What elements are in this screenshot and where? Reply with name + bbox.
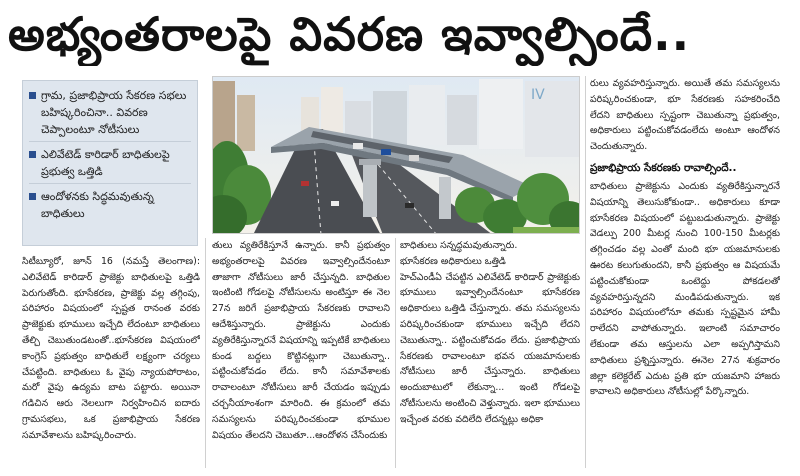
article-paragraph: తులు వ్యతిరేకిస్తూనే ఉన్నారు. కానీ ప్రభుత్వం అభ్యంతరాలపై వివరణ ఇవ్వాల్సిందేనంటూ తాజాగా నోటీసులు జారీ చేస్తున్నది. బాధితుల ఇంటింటి గోడలపై నోటీసులను అంటిస్తూ ఈ నెల 27న జరిగే ప్రజాభిప్రాయ సేకరణకు రావాలని ఆదేశిస్తున్నారు. ప్రాజెక్టును ఎందుకు వ్యతిరేకిస్తున్నారనే విషయాన్ని ఇప్పటికే బాధితులు కుండ బద్దలు కొట్టినట్లుగా చెబుతున్నా.. పట్టించుకోవడం లేదు. కానీ సమావేశాలకు రావాలంటూ నోటీసులు జారీ చేయడం ఇప్పుడు చర్చనీయాంశంగా మారింది. ఈ క్రమంలో తమ సమస్యలను పరిష్కరించకుండా భూముల విషయం తేలదని చెబుతూ...ఆందోళన చేసేందుకు bbox=[212, 240, 390, 441]
article-column-2 bbox=[212, 238, 390, 470]
article-column-4 bbox=[590, 76, 780, 470]
highlight-text: ఎలివేటెడ్ కారిడార్ బాధితులపై ప్రభుత్వ ఒత్తిడి bbox=[41, 148, 170, 178]
article-column-3 bbox=[400, 238, 580, 470]
highlight-text: గ్రామ, ప్రజాభిప్రాయ సేకరణ సభలు బహిష్కరించినా.. వివరణ చెప్పాలంటూ నోటీసులు bbox=[41, 89, 187, 136]
article-paragraph: బాధితులు సన్నద్ధమవుతున్నారు. భూసేకరణ అధికారులు ఒత్తిడి హెచ్ఎండీఏ చేపట్టిన ఎలివేటెడ్ కారిడార్ ప్రాజెక్టుకు భూములు ఇవ్వాల్సిందేనంటూ భూసేకరణ అధికారులు ఒత్తిడి చేస్తున్నారు. తమ సమస్యలను పరిష్కరించకుండా భూములు ఇచ్చేది లేదని చెబుతున్నా.. పట్టించుకోవడం లేదు. ప్రజాభిప్రాయ సేకరణకు రావాలంటూ భవన యజమానులకు నోటీసులు జారీ చేస్తున్నారు. బాధితులు అందుబాటులో లేకున్నా... ఇంటి గోడలపై నోటీసులను అంటించి వెళ్తున్నారు. ఇలా భూములు ఇచ్చేంత వరకు వదిలేది లేదన్నట్లు అధికా bbox=[400, 240, 580, 425]
column-divider bbox=[395, 238, 396, 468]
highlight-item bbox=[29, 188, 191, 225]
square-bullet-icon bbox=[29, 151, 36, 158]
article-paragraph: బాధితులు ప్రాజెక్టును ఎందుకు వ్యతిరేకిస్తున్నారనే విషయాన్ని తెలుసుకోకుండా.. అధికారులు కూడా భూసేకరణ విషయంలో పట్టుబడుతున్నారు. ప్రాజెక్టు వెడల్పు 200 మీటర్ల నుంచి 100-150 మీటర్లకు తగ్గించడం వల్ల ఎంతో మంది భూ యజమానులకు ఊరట కలుగుతుందని, కానీ ప్రభుత్వం ఆ విషయమే పట్టించుకోకుండా ఒంటెద్దు పోకడలతో వ్యవహరిస్తున్నదని మండిపడుతున్నారు. ఇక పరిహారం విషయంలోనూ తమకు స్పష్టమైన హామీ రాలేదని వాపోతున్నారు. ఇలాంటి సమాచారం లేకుండా తమ ఆస్తులను ఎలా అప్పగిస్తామని బాధితులు ప్రశ్నిస్తున్నారు. ఈనెల 27న శుక్రవారం జిల్లా కలెక్టరేట్ ఎదుట ప్రతి భూ యజమాని హాజరు కావాలని అధికారులు నోటీసుల్లో పేర్కొన్నారు. bbox=[590, 180, 780, 398]
article-paragraph: సిటీబ్యూరో, జూన్ 16 (నమస్తే తెలంగాణ): ఎలివేటెడ్ కారిడార్ ప్రాజెక్టు బాధితులపై ఒత్తిడి పెరుగుతోంది. భూసేకరణ, ప్రాజెక్టు వల్ల తగ్గింపు, పరిహారం విషయంలో స్పష్టత రానంత వరకు ప్రాజెక్టుకు భూములు ఇచ్చేది లేదంటూ బాధితులు తేల్చి చెబుతుండటంతో..భూసేకరణ విషయంలో కాంగ్రెస్ ప్రభుత్వం బాధితులే లక్ష్యంగా చర్యలు చేపట్టింది. బాధితులు ఓ వైపు న్యాయపోరాటం, మరో వైపు ఉద్యమ బాట పట్టారు. అయినా గడిచిన ఆరు నెలలుగా నిర్వహించిన ఐదారు గ్రామసభలు, ఒక ప్రజాభిప్రాయ సేకరణ సమావేశాలను బహిష్కరించారు. bbox=[22, 256, 200, 441]
highlight-item bbox=[29, 87, 191, 142]
highlights-box bbox=[22, 80, 198, 246]
photo-watermark: IV bbox=[531, 87, 545, 103]
headline: అభ్యంతరాలపై వివరణ ఇవ్వాల్సిందే.. bbox=[8, 7, 691, 61]
article-column-1 bbox=[22, 254, 200, 468]
highlight-item bbox=[29, 146, 191, 184]
column-divider bbox=[205, 238, 206, 468]
square-bullet-icon bbox=[29, 193, 36, 200]
article-paragraph: రులు వ్యవహరిస్తున్నారు. అయితే తమ సమస్యలను పరిష్కరించకుండా, భూ సేకరణకు సహకరించేది లేదని బాధితులు స్పష్టంగా చెబుతున్నా ప్రభుత్వం, అధికారులు పట్టించుకోవడంలేదు అంటూ ఆందోళన చెందుతున్నారు. bbox=[590, 78, 780, 153]
highlight-text: ఆందోళనకు సిద్ధమవుతున్న బాధితులు bbox=[41, 190, 154, 220]
elevated-corridor-rendering bbox=[212, 76, 580, 234]
column-divider bbox=[585, 76, 586, 468]
square-bullet-icon bbox=[29, 92, 36, 99]
section-subheading: ప్రజాభిప్రాయ సేకరణకు రావాల్సిందే.. bbox=[590, 161, 737, 174]
